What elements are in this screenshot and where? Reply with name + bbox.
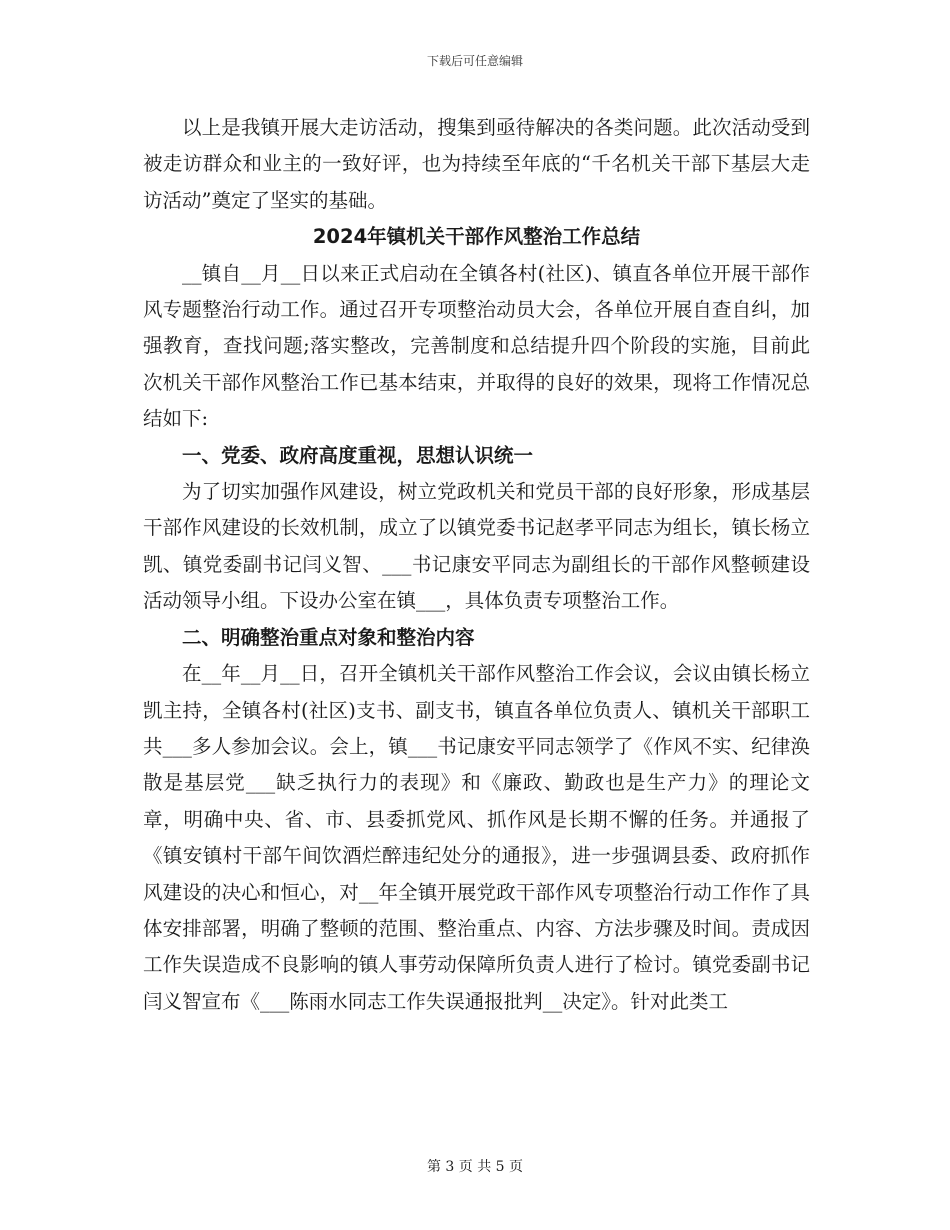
- document-title: 2024年镇机关干部作风整治工作总结: [312, 225, 641, 249]
- paragraph-intro: 以上是我镇开展大走访活动，搜集到亟待解决的各类问题。此次活动受到被走访群众和业主的一致好评，也为持续至年底的“千名机关干部下基层大走访活动”奠定了坚实的基础。: [143, 116, 810, 212]
- paragraph-3: 在__年__月__日，召开全镇机关干部作风整治工作会议，会议由镇长杨立凯主持，全镇各村(社区)支书、副支书，镇直各单位负责人、镇机关干部职工共___多人参加会议。会上，镇___书记康安平同志领学了《作风不实、纪律涣散是基层党___缺乏执行力的表现》和《廉政、勤政也是生产力》的理论文章，明确中央、省、市、县委抓党风、抓作风是长期不懈的任务。并通报了《镇安镇村干部午间饮酒烂醉违纪处分的通报》，进一步强调县委、政府抓作风建设的决心和恒心，对__年全镇开展党政干部作风专项整治行动工作作了具体安排部署，明确了整顿的范围、整治重点、内容、方法步骤及时间。责成因工作失误造成不良影响的镇人事劳动保障所负责人进行了检讨。镇党委副书记闫义智宣布《___陈雨水同志工作失误通报批判__决定》。针对此类工: [143, 662, 810, 1013]
- paragraph-1: __镇自__月__日以来正式启动在全镇各村(社区)、镇直各单位开展干部作风专题整治行动工作。通过召开专项整治动员大会，各单位开展自查自纠，加强教育，查找问题;落实整改，完善制度和总结提升四个阶段的实施，目前此次机关干部作风整治工作已基本结束，并取得的良好的效果，现将工作情况总结如下:: [143, 261, 810, 431]
- section-heading-1: 一、党委、政府高度重视，思想认识统一: [182, 443, 534, 467]
- page-number: 第 3 页 共 5 页: [426, 1159, 524, 1175]
- header-note: 下载后可任意编辑: [426, 54, 523, 68]
- document-body: [143, 110, 810, 1020]
- section-heading-2: 二、明确整治重点对象和整治内容: [182, 625, 475, 649]
- paragraph-2: 为了切实加强作风建设，树立党政机关和党员干部的良好形象，形成基层干部作风建设的长效机制，成立了以镇党委书记赵孝平同志为组长，镇长杨立凯、镇党委副书记闫义智、___书记康安平同志为副组长的干部作风整顿建设活动领导小组。下设办公室在镇___，具体负责专项整治工作。: [143, 480, 810, 613]
